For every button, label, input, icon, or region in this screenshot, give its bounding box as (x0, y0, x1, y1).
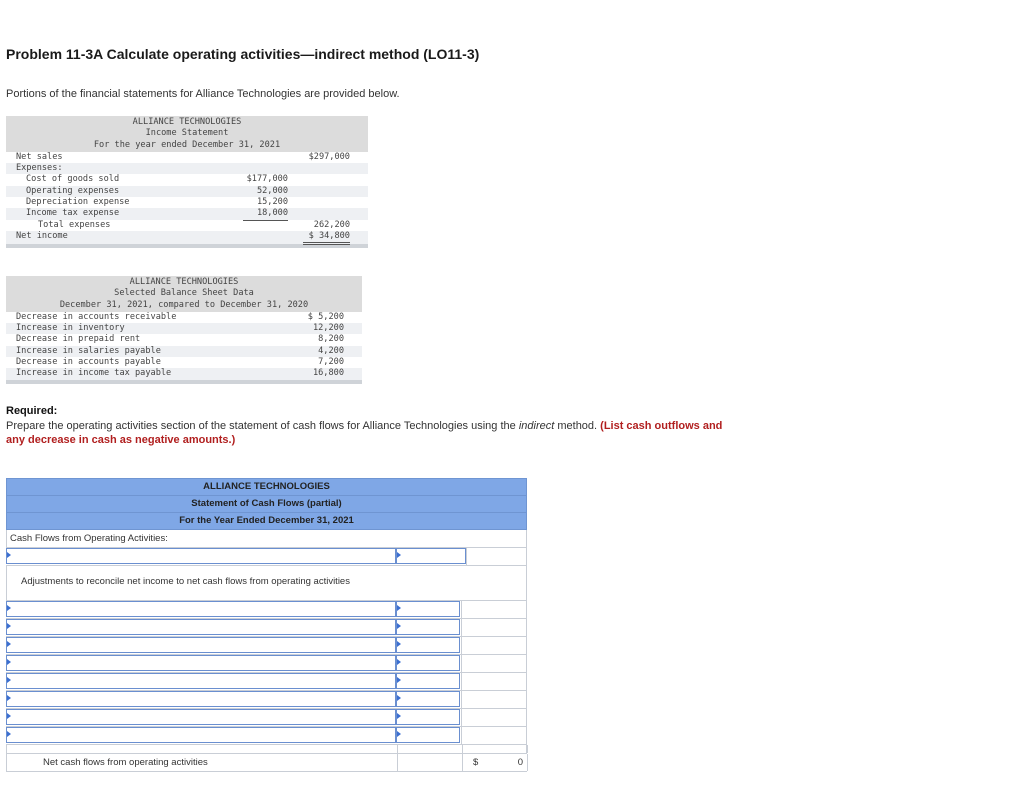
balance-row (6, 323, 362, 334)
blank-cell (462, 745, 528, 753)
total-expenses-row (6, 220, 368, 231)
blank-cell (461, 637, 527, 654)
blank-row (6, 745, 527, 754)
amount-input[interactable] (396, 655, 460, 671)
account-dropdown[interactable] (6, 655, 396, 671)
cash-flow-company: ALLIANCE TECHNOLOGIES (6, 478, 527, 496)
blank-cell (461, 727, 527, 744)
account-dropdown[interactable] (6, 691, 396, 707)
balance-value: 4,200 (318, 345, 344, 356)
amount-input[interactable] (396, 691, 460, 707)
blank-cell (466, 548, 527, 565)
account-dropdown[interactable] (6, 727, 396, 743)
account-dropdown[interactable] (6, 548, 396, 564)
income-statement-header (6, 116, 368, 152)
total-cell (462, 754, 528, 771)
blank-cell (461, 619, 527, 636)
adjustment-row (6, 727, 527, 745)
net-income-entry-row (6, 548, 527, 566)
instruction-emphasis: (List cash outflows and any decrease in cash as negative amounts.) (6, 420, 723, 446)
net-sales-row (6, 152, 368, 163)
balance-value: 16,800 (312, 368, 344, 379)
adjustment-row (6, 709, 527, 727)
balance-label: Increase in inventory (16, 323, 125, 334)
amount-input[interactable] (396, 673, 460, 689)
balance-label: Increase in income tax payable (16, 368, 172, 379)
adjustment-row (6, 655, 527, 673)
statement-name: Income Statement (145, 128, 229, 139)
adjustment-row (6, 619, 527, 637)
statement-name: Selected Balance Sheet Data (114, 288, 254, 299)
balance-sheet-data (6, 276, 362, 384)
blank-cell (461, 709, 527, 726)
statement-period: December 31, 2021, compared to December 31, 2020 (59, 299, 309, 310)
balance-value: 8,200 (318, 334, 344, 345)
intro-text: Portions of the financial statements for Alliance Technologies are provided below. (6, 88, 400, 100)
expense-value: 52,000 (256, 185, 288, 196)
instruction-method: indirect (518, 420, 555, 432)
blank-cell (461, 691, 527, 708)
account-dropdown[interactable] (6, 601, 396, 617)
adjustment-row (6, 673, 527, 691)
amount-input[interactable] (396, 601, 460, 617)
expenses-label: Expenses: (16, 163, 63, 174)
cash-flow-title: Statement of Cash Flows (partial) (6, 496, 527, 513)
account-dropdown[interactable] (6, 709, 396, 725)
expense-label: Income tax expense (26, 208, 120, 219)
account-dropdown[interactable] (6, 619, 396, 635)
balance-row (6, 334, 362, 345)
balance-label: Decrease in accounts receivable (16, 311, 177, 322)
amount-input[interactable] (396, 709, 460, 725)
required-instructions (6, 419, 726, 447)
blank-cell (461, 673, 527, 690)
expense-label: Depreciation expense (26, 197, 130, 208)
net-income-label: Net income (16, 230, 68, 241)
blank-cell (461, 655, 527, 672)
balance-row (6, 346, 362, 357)
net-income-value: $ 34,800 (303, 231, 350, 245)
balance-row (6, 368, 362, 379)
section-label-row (6, 530, 527, 548)
expense-value: 15,200 (256, 197, 288, 208)
total-expenses-value: 262,200 (300, 220, 350, 232)
expenses-row (6, 163, 368, 174)
total-value: 0 (517, 757, 523, 768)
statement-bottom-bar (6, 380, 362, 384)
cash-flow-table (6, 478, 527, 772)
balance-value: 7,200 (318, 357, 344, 368)
statement-period: For the year ended December 31, 2021 (93, 139, 281, 150)
account-dropdown[interactable] (6, 673, 396, 689)
expense-row (6, 208, 368, 219)
blank-cell (461, 601, 527, 618)
adjust-label-row (6, 566, 527, 601)
adjustment-row (6, 691, 527, 709)
total-row (6, 754, 527, 772)
balance-label: Decrease in prepaid rent (16, 334, 141, 345)
expense-row (6, 186, 368, 197)
net-sales-label: Net sales (16, 151, 63, 162)
expense-row (6, 197, 368, 208)
balance-value: $ 5,200 (307, 311, 344, 322)
expense-row (6, 174, 368, 185)
balance-label: Decrease in accounts payable (16, 357, 161, 368)
expense-label: Cost of goods sold (26, 174, 120, 185)
company-name: ALLIANCE TECHNOLOGIES (132, 117, 242, 127)
amount-input[interactable] (396, 548, 466, 564)
total-expenses-label: Total expenses (38, 219, 111, 230)
adjust-label: Adjustments to reconcile net income to net cash flows from operating activities (21, 576, 350, 587)
section-label: Cash Flows from Operating Activities: (10, 533, 168, 544)
expense-value: $177,000 (246, 174, 288, 185)
adjustment-row (6, 637, 527, 655)
company-name: ALLIANCE TECHNOLOGIES (129, 277, 239, 287)
income-statement (6, 116, 368, 248)
blank-cell (397, 745, 462, 753)
required-label: Required: (6, 405, 58, 417)
total-label: Net cash flows from operating activities (43, 757, 208, 768)
balance-row (6, 357, 362, 368)
instruction-text-end: method. (554, 420, 601, 432)
balance-label: Increase in salaries payable (16, 345, 161, 356)
balance-row (6, 312, 362, 323)
instruction-text: Prepare the operating activities section of the statement of cash flows for Alliance Technologies using the (6, 420, 519, 432)
account-dropdown[interactable] (6, 637, 396, 653)
amount-input[interactable] (396, 727, 460, 743)
net-income-row (6, 231, 368, 244)
currency-symbol: $ (473, 757, 479, 768)
expense-value: 18,000 (243, 208, 288, 220)
amount-input[interactable] (396, 637, 460, 653)
net-sales-value: $297,000 (308, 151, 350, 162)
cash-flow-period: For the Year Ended December 31, 2021 (6, 513, 527, 530)
balance-value: 12,200 (312, 323, 344, 334)
page-title: Problem 11-3A Calculate operating activities—indirect method (LO11-3) (6, 46, 480, 62)
adjustment-row (6, 601, 527, 619)
balance-sheet-header (6, 276, 362, 312)
expense-label: Operating expenses (26, 185, 120, 196)
amount-input[interactable] (396, 619, 460, 635)
blank-cell (397, 754, 462, 771)
